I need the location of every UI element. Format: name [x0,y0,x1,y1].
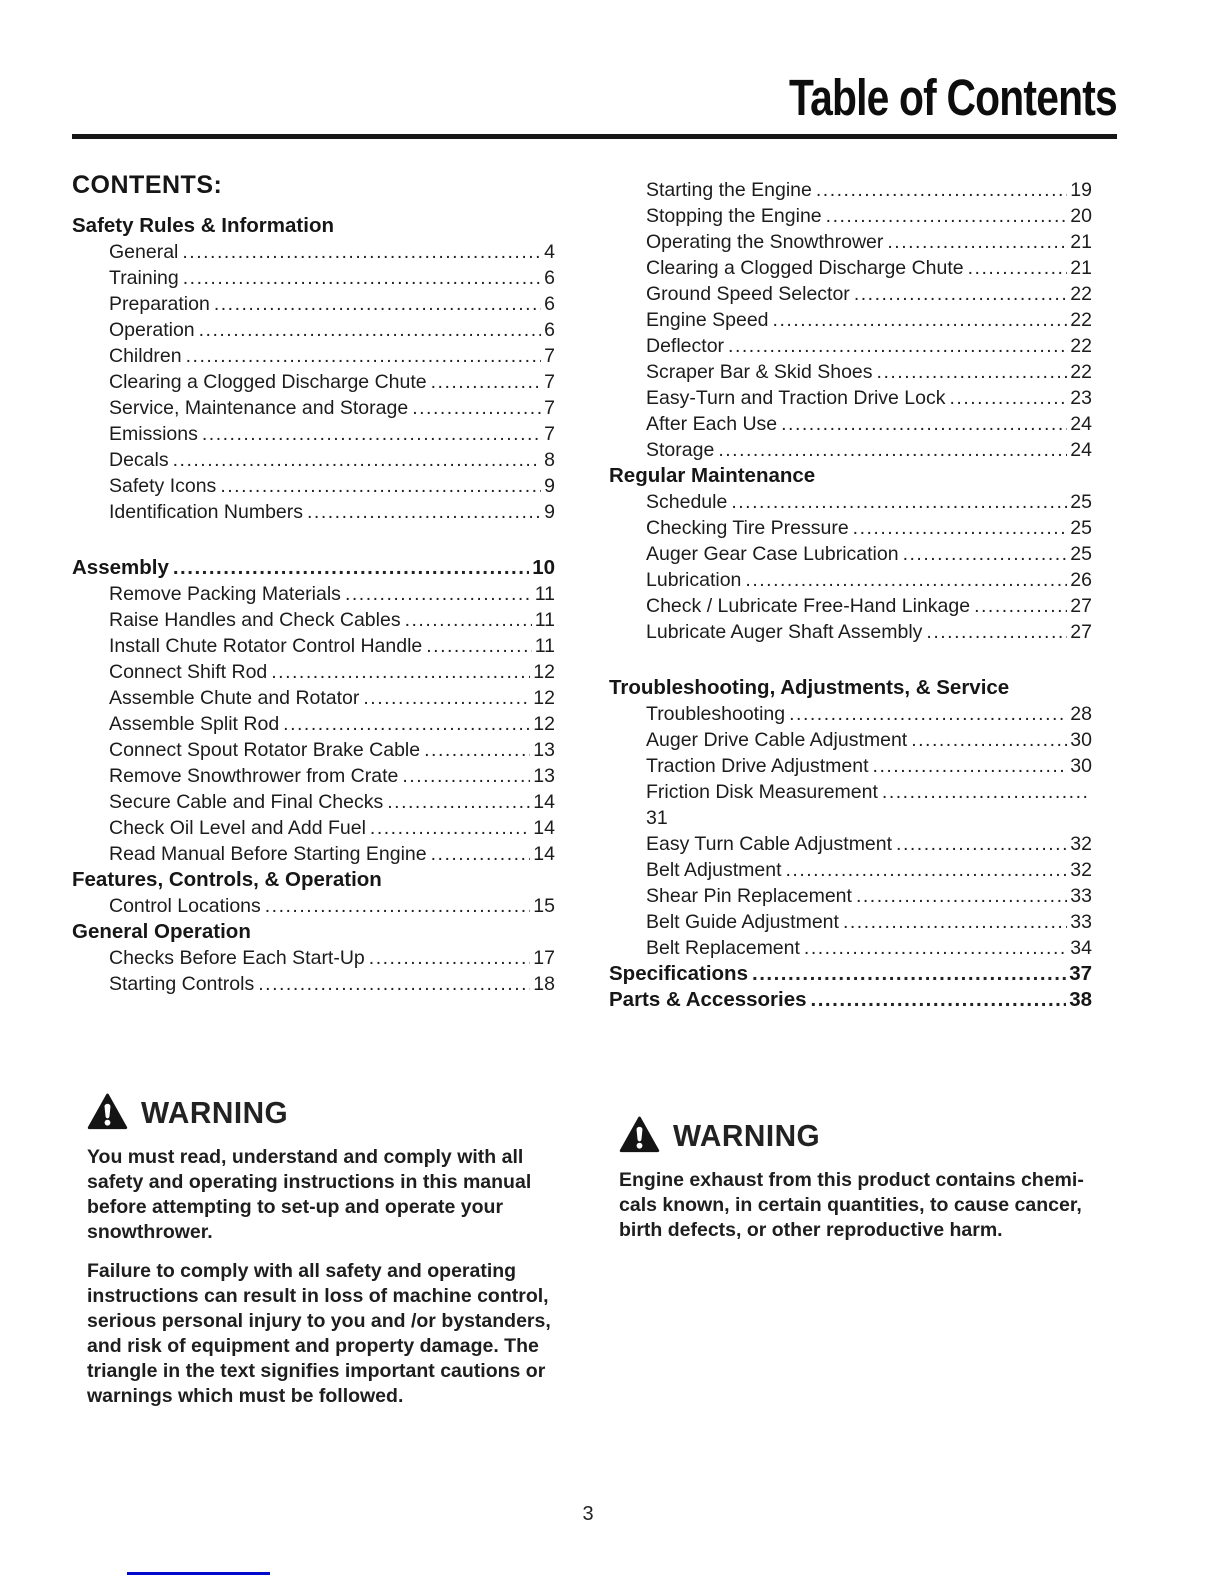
toc-entry [72,737,555,763]
toc-entry-wrapped-page [609,805,1092,831]
leader-dots [826,203,1068,229]
toc-entry-label: Storage [646,439,715,461]
toc-entry [609,359,1092,385]
toc-entry-label: Emissions [109,423,198,445]
toc-page-number: 27 [1070,595,1092,617]
toc-entry [72,841,555,867]
toc-entry-label: Control Locations [109,895,261,917]
leader-dots [431,841,531,867]
toc-section-heading-label: Features, Controls, & Operation [72,868,382,891]
leader-dots [887,229,1067,255]
toc-entry [72,343,555,369]
toc-entry [72,633,555,659]
toc-entry-label: Easy Turn Cable Adjustment [646,833,893,855]
warning-body [87,1145,555,1409]
leader-dots [811,987,1067,1013]
toc-entry [609,831,1092,857]
toc-section-heading-label: General Operation [72,920,251,943]
toc-page-number: 12 [533,713,555,735]
warning-text-line: before attempting to set-up and operate your [87,1196,504,1218]
leader-dots [731,489,1067,515]
toc-page-number: 7 [544,423,555,445]
toc-entry [609,437,1092,463]
toc-section-heading [72,213,555,239]
leader-dots [405,607,532,633]
toc-page-number: 24 [1070,413,1092,435]
toc-page-number: 20 [1070,205,1092,227]
toc-entry [72,685,555,711]
leader-dots [258,971,530,997]
toc-page-number: 4 [544,241,555,263]
toc-entry [609,883,1092,909]
toc-list-right [609,177,1092,1013]
leader-dots [974,593,1067,619]
toc-page-number: 6 [544,319,555,341]
leader-dots [949,385,1067,411]
toc-section [72,867,555,919]
toc-page-number: 12 [533,687,555,709]
toc-page-number: 10 [532,556,555,579]
toc-entry [609,333,1092,359]
leader-dots [202,421,541,447]
warning-text-line: cals known, in certain quantities, to cause cancer, [619,1194,1082,1216]
toc-entry [72,971,555,997]
toc-page-number: 21 [1070,257,1092,279]
warning-paragraph [87,1145,555,1245]
toc-entry [609,857,1092,883]
toc-section [72,555,555,867]
toc-entry [609,935,1092,961]
toc-entry-label: Operation [109,319,195,341]
leader-dots [843,909,1067,935]
toc-entry-label: After Each Use [646,413,778,435]
toc-page-number: 14 [533,817,555,839]
leader-dots [271,659,530,685]
toc-entry-label: Assemble Chute and Rotator [109,687,360,709]
toc-entry [609,515,1092,541]
toc-entry-label: Auger Gear Case Lubrication [646,543,899,565]
toc-page-number: 22 [1070,335,1092,357]
toc-section-heading [609,675,1092,701]
toc-entry [609,177,1092,203]
warning-text-line: safety and operating instructions in this manual [87,1171,532,1193]
warning-triangle-icon [87,1093,128,1132]
toc-section-heading-label: Assembly [72,556,169,579]
leader-dots [199,317,542,343]
toc-page-number: 6 [544,293,555,315]
toc-page-number: 13 [533,765,555,787]
toc-entry [72,473,555,499]
warning-triangle-icon [619,1116,660,1155]
toc-entry [72,581,555,607]
toc-entry-label: Friction Disk Measurement [646,781,878,803]
toc-page-number: 11 [534,609,555,631]
toc-page-number: 32 [1070,833,1092,855]
leader-dots [926,619,1067,645]
toc-page-number: 9 [544,501,555,523]
leader-dots [882,779,1089,805]
toc-page-number: 12 [533,661,555,683]
toc-entry [72,369,555,395]
toc-entry [72,499,555,525]
toc-section-heading-label: Parts & Accessories [609,988,807,1011]
toc-entry-label: Preparation [109,293,210,315]
toc-entry-label: Install Chute Rotator Control Handle [109,635,423,657]
toc-entry-label: Clearing a Clogged Discharge Chute [109,371,427,393]
toc-entry [609,593,1092,619]
leader-dots [182,239,541,265]
toc-entry-label: Check / Lubricate Free-Hand Linkage [646,595,971,617]
leader-dots [387,789,530,815]
toc-entry-label: Auger Drive Cable Adjustment [646,729,908,751]
toc-entry [609,909,1092,935]
leader-dots [412,395,541,421]
toc-section-heading-label: Specifications [609,962,748,985]
toc-section-heading [72,867,555,893]
toc-entry-label: Engine Speed [646,309,769,331]
toc-page-number: 11 [534,635,555,657]
toc-entry-label: General [109,241,179,263]
toc-page-number: 23 [1070,387,1092,409]
leader-dots [424,737,530,763]
toc-page-number: 7 [544,345,555,367]
toc-page-number: 24 [1070,439,1092,461]
warning-paragraph [87,1259,555,1409]
toc-section-heading [72,919,555,945]
toc-entry [609,307,1092,333]
toc-entry-label: Check Oil Level and Add Fuel [109,817,366,839]
toc-entry-label: Clearing a Clogged Discharge Chute [646,257,964,279]
toc-entry [72,815,555,841]
contents-heading: CONTENTS: [72,171,223,199]
header-rule [72,134,1117,139]
warning-header [619,1116,1092,1155]
leader-dots [877,359,1068,385]
warning-text-line: Failure to comply with all safety and operating [87,1260,517,1282]
toc-page-number: 22 [1070,283,1092,305]
leader-dots [283,711,530,737]
toc-entry [72,711,555,737]
toc-entry-label: Schedule [646,491,728,513]
leader-dots [968,255,1068,281]
leader-dots [220,473,541,499]
toc-page-number: 30 [1070,755,1092,777]
toc-entry-label: Belt Adjustment [646,859,782,881]
toc-page-number: 28 [1070,703,1092,725]
leader-dots [265,893,531,919]
leader-dots [911,727,1067,753]
leader-dots [781,411,1067,437]
toc-entry [609,779,1092,805]
toc-column-right [609,166,1092,1013]
toc-page-number: 13 [533,739,555,761]
warning-text-line: instructions can result in loss of machine control, [87,1285,549,1307]
toc-entry [609,203,1092,229]
toc-page-number: 21 [1070,231,1092,253]
toc-entry-label: Remove Packing Materials [109,583,341,605]
leader-dots [345,581,532,607]
warning-paragraph [619,1168,1092,1243]
toc-page-number: 7 [544,371,555,393]
leader-dots [856,883,1067,909]
toc-entry [609,385,1092,411]
toc-page-number: 15 [533,895,555,917]
toc-entry [72,239,555,265]
toc-entry-label: Lubrication [646,569,742,591]
leader-dots [804,935,1067,961]
warning-text-line: You must read, understand and comply with all [87,1146,524,1168]
toc-entry-label: Training [109,267,179,289]
toc-entry-label: Easy-Turn and Traction Drive Lock [646,387,946,409]
leader-dots [773,307,1068,333]
leader-dots [426,633,532,659]
leader-dots [307,499,541,525]
warning-header [87,1093,555,1132]
leader-dots [363,685,530,711]
toc-entry-label: Connect Spout Rotator Brake Cable [109,739,421,761]
toc-entry [609,411,1092,437]
toc-entry [72,395,555,421]
warning-box-read-manual [72,1093,555,1423]
toc-section [72,919,555,997]
toc-entry-label: Stopping the Engine [646,205,822,227]
toc-section [609,177,1092,463]
toc-entry [609,541,1092,567]
toc-entry-label: Scraper Bar & Skid Shoes [646,361,873,383]
warning-text-line: warnings which must be followed. [87,1385,404,1407]
toc-page-number: 8 [544,449,555,471]
toc-columns [72,166,1092,1013]
leader-dots [745,567,1067,593]
toc-entry [72,893,555,919]
toc-page-number: 11 [534,583,555,605]
toc-page-number: 25 [1070,543,1092,565]
warning-box-engine-exhaust [609,1116,1092,1423]
toc-page-number: 27 [1070,621,1092,643]
toc-page-number: 14 [533,791,555,813]
toc-entry-label: Connect Shift Rod [109,661,268,683]
toc-page-number: 22 [1070,309,1092,331]
warning-title: WARNING [673,1117,821,1153]
toc-entry [72,291,555,317]
leader-dots [214,291,541,317]
toc-entry [609,727,1092,753]
toc-entry [609,281,1092,307]
leader-dots [173,447,542,473]
page-number: 3 [582,1503,594,1525]
warning-section [72,1085,1092,1423]
toc-entry [609,701,1092,727]
toc-page-number: 18 [533,973,555,995]
leader-dots [873,753,1068,779]
leader-dots [370,815,530,841]
toc-entry [72,659,555,685]
toc-entry [609,489,1092,515]
toc-entry-label: Children [109,345,182,367]
toc-section-heading [72,555,555,581]
toc-entry-label: Safety Icons [109,475,217,497]
leader-dots [896,831,1067,857]
toc-page-number: 19 [1070,179,1092,201]
toc-entry [72,789,555,815]
toc-section-heading-label: Safety Rules & Information [72,214,334,237]
toc-section [72,213,555,525]
warning-title: WARNING [141,1094,289,1130]
toc-entry-label: Belt Replacement [646,937,800,959]
leader-dots [853,515,1068,541]
toc-page-number: 32 [1070,859,1092,881]
toc-entry-label: Assemble Split Rod [109,713,280,735]
toc-entry-label: Service, Maintenance and Storage [109,397,409,419]
toc-section-heading [609,987,1092,1013]
toc-page-number: 9 [544,475,555,497]
toc-entry [609,567,1092,593]
warning-text-line: snowthrower. [87,1221,213,1243]
toc-page-number: 26 [1070,569,1092,591]
toc-entry [609,753,1092,779]
toc-entry-label: Deflector [646,335,725,357]
leader-dots [718,437,1067,463]
toc-list-left [72,213,555,997]
toc-entry-label: Checks Before Each Start-Up [109,947,365,969]
toc-entry-label: Troubleshooting [646,703,786,725]
toc-entry-label: Secure Cable and Final Checks [109,791,384,813]
toc-entry [72,317,555,343]
leader-dots [183,265,541,291]
toc-column-left [72,166,555,1013]
toc-entry-label: Starting the Engine [646,179,812,201]
toc-page-number: 17 [533,947,555,969]
toc-entry-label: Checking Tire Pressure [646,517,849,539]
toc-entry-label: Read Manual Before Starting Engine [109,843,427,865]
leader-dots [789,701,1067,727]
toc-page-number: 7 [544,397,555,419]
footer-line [127,1572,270,1575]
toc-section [609,675,1092,961]
leader-dots [728,333,1067,359]
toc-entry [72,265,555,291]
toc-page-number: 6 [544,267,555,289]
leader-dots [431,369,542,395]
toc-section [609,961,1092,987]
toc-entry-label: Traction Drive Adjustment [646,755,869,777]
toc-page-number: 30 [1070,729,1092,751]
warning-body [619,1168,1092,1243]
toc-entry [72,763,555,789]
page-title: Table of Contents [789,69,1117,126]
leader-dots [173,555,529,581]
toc-section-heading [609,961,1092,987]
leader-dots [402,763,530,789]
toc-entry [609,619,1092,645]
toc-entry-label: Raise Handles and Check Cables [109,609,401,631]
toc-entry-label: Operating the Snowthrower [646,231,884,253]
warning-text-line: and risk of equipment and property damage. The [87,1335,539,1357]
leader-dots [786,857,1068,883]
toc-entry-label: Ground Speed Selector [646,283,850,305]
toc-entry [72,945,555,971]
toc-entry-label: Identification Numbers [109,501,304,523]
warning-text-line: birth defects, or other reproductive harm. [619,1219,1003,1241]
toc-entry [609,229,1092,255]
toc-entry [609,255,1092,281]
warning-text-line: triangle in the text signifies important cautions or [87,1360,546,1382]
toc-section-heading-label: Troubleshooting, Adjustments, & Service [609,676,1010,699]
toc-page-number: 33 [1070,885,1092,907]
toc-page-number: 22 [1070,361,1092,383]
leader-dots [186,343,542,369]
warning-text-line: serious personal injury to you and /or bystanders, [87,1310,551,1332]
toc-page-number: 38 [1069,988,1092,1011]
toc-page-number: 37 [1069,962,1092,985]
toc-page-number: 31 [646,807,668,829]
toc-entry-label: Shear Pin Replacement [646,885,852,907]
toc-entry-label: Decals [109,449,169,471]
toc-page-number: 25 [1070,517,1092,539]
warning-text-line: Engine exhaust from this product contains chemi- [619,1169,1084,1191]
toc-entry [72,421,555,447]
toc-entry-label: Belt Guide Adjustment [646,911,839,933]
leader-dots [752,961,1066,987]
toc-section [609,987,1092,1013]
toc-page-number: 14 [533,843,555,865]
toc-section [609,463,1092,645]
leader-dots [816,177,1067,203]
toc-entry-label: Remove Snowthrower from Crate [109,765,399,787]
leader-dots [854,281,1067,307]
toc-entry-label: Lubricate Auger Shaft Assembly [646,621,923,643]
toc-entry [72,447,555,473]
toc-page-number: 34 [1070,937,1092,959]
toc-entry [72,607,555,633]
toc-page-number: 33 [1070,911,1092,933]
toc-entry-label: Starting Controls [109,973,255,995]
leader-dots [369,945,531,971]
toc-section-heading [609,463,1092,489]
toc-page-number: 25 [1070,491,1092,513]
leader-dots [903,541,1068,567]
toc-section-heading-label: Regular Maintenance [609,464,816,487]
